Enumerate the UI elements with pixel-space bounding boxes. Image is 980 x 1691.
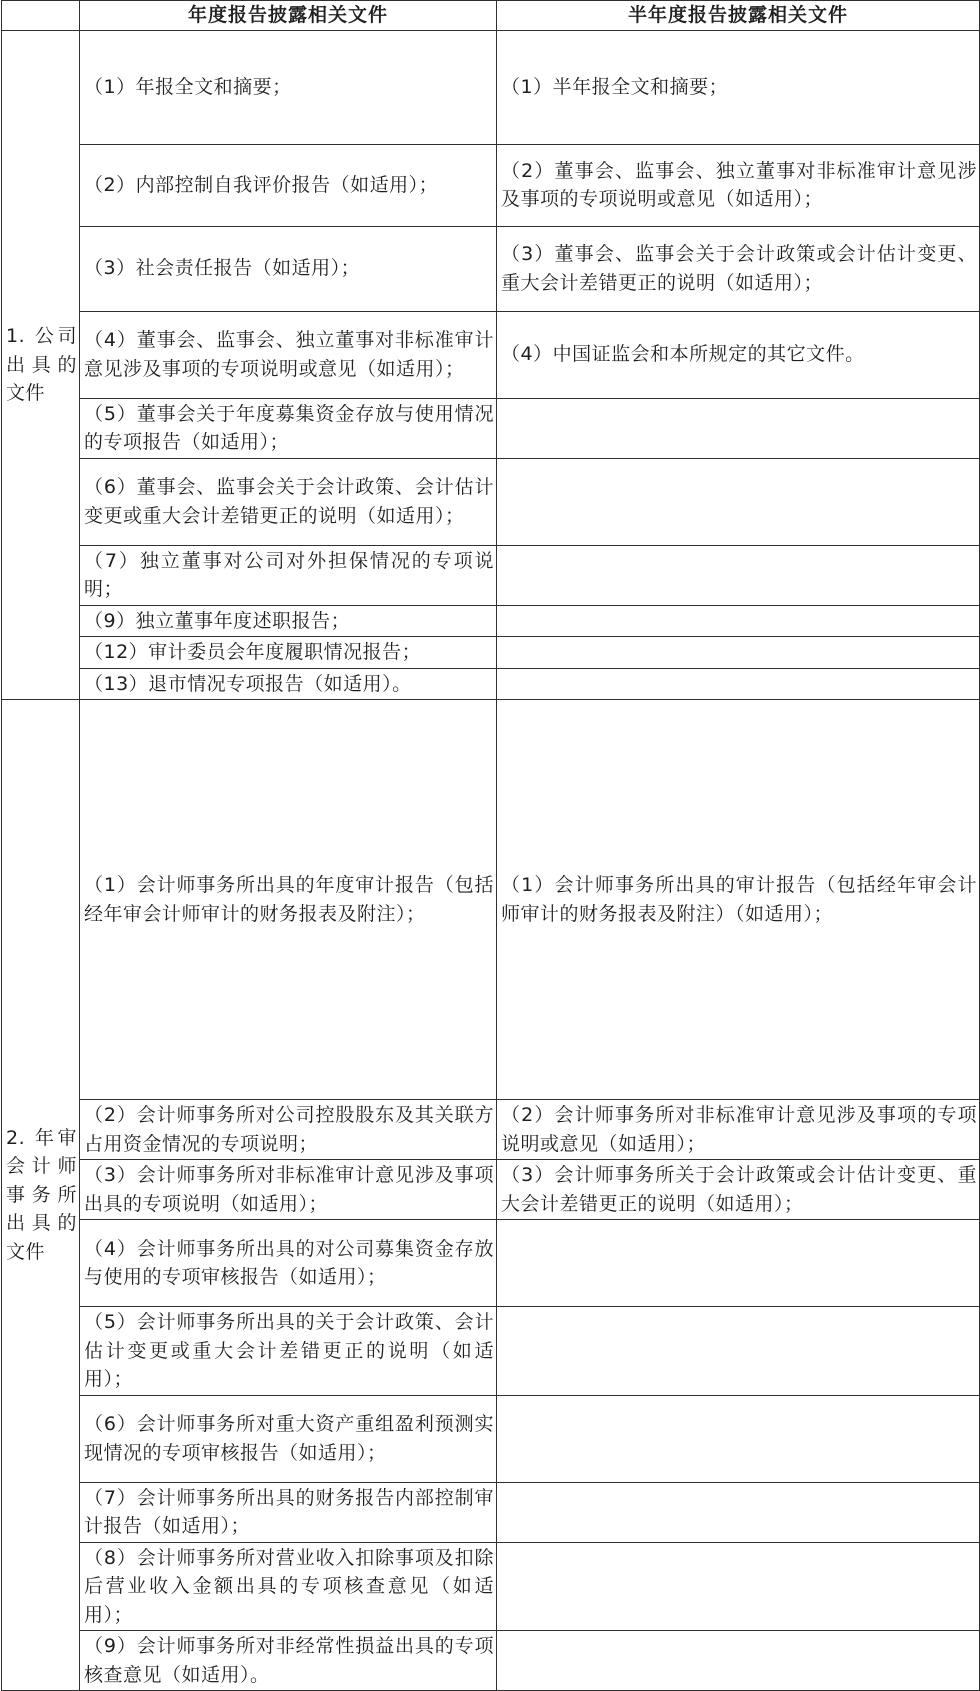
table-row: [2, 1482, 980, 1542]
annual-item: （3）会计师事务所对非标准审计意见涉及事项出具的专项说明（如适用）；: [80, 1160, 497, 1220]
annual-item: （3）社会责任报告（如适用）；: [80, 226, 497, 311]
table-row: [2, 700, 980, 1100]
category-auditor-documents: 2. 年审会计师事务所出具的文件: [2, 700, 80, 1691]
table-row: [2, 144, 980, 226]
annual-item: （4）会计师事务所出具的对公司募集资金存放与使用的专项审核报告（如适用）；: [80, 1220, 497, 1307]
empty-cell: [497, 1220, 980, 1307]
disclosure-documents-table: [1, 0, 980, 1691]
table-row: [2, 1631, 980, 1691]
annual-item: （13）退市情况专项报告（如适用）。: [80, 668, 497, 700]
annual-item: （2）内部控制自我评价报告（如适用）；: [80, 144, 497, 226]
annual-item: （1）会计师事务所出具的年度审计报告（包括经年审会计师审计的财务报表及附注）；: [80, 700, 497, 1100]
empty-cell: [497, 1482, 980, 1542]
empty-cell: [497, 1631, 980, 1691]
empty-cell: [497, 458, 980, 545]
empty-cell: [497, 637, 980, 669]
table-row: [2, 458, 980, 545]
table-row: [2, 668, 980, 700]
annual-item: （1）年报全文和摘要；: [80, 30, 497, 144]
annual-item: （12）审计委员会年度履职情况报告；: [80, 637, 497, 669]
category-company-documents: 1. 公司出具的文件: [2, 30, 80, 700]
annual-item: （8）会计师事务所对营业收入扣除事项及扣除后营业收入金额出具的专项核查意见（如适用）；: [80, 1542, 497, 1631]
annual-item: （9）会计师事务所对非经常性损益出具的专项核查意见（如适用）。: [80, 1631, 497, 1691]
table-row: [2, 1542, 980, 1631]
semiannual-item: （2）董事会、监事会、独立董事对非标准审计意见涉及事项的专项说明或意见（如适用）；: [497, 144, 980, 226]
empty-cell: [497, 545, 980, 605]
semiannual-item: （1）半年报全文和摘要；: [497, 30, 980, 144]
table-header-row: [2, 1, 980, 31]
annual-item: （7）独立董事对公司对外担保情况的专项说明；: [80, 545, 497, 605]
semiannual-item: （3）董事会、监事会关于会计政策或会计估计变更、重大会计差错更正的说明（如适用）；: [497, 226, 980, 311]
table-row: [2, 226, 980, 311]
table-row: [2, 30, 980, 144]
header-semiannual: 半年度报告披露相关文件: [497, 1, 980, 31]
header-annual: 年度报告披露相关文件: [80, 1, 497, 31]
table-row: [2, 605, 980, 637]
table-row: [2, 1307, 980, 1396]
annual-item: （5）会计师事务所出具的关于会计政策、会计估计变更或重大会计差错更正的说明（如适用）；: [80, 1307, 497, 1396]
table-row: [2, 1100, 980, 1160]
annual-item: （6）会计师事务所对重大资产重组盈利预测实现情况的专项审核报告（如适用）；: [80, 1395, 497, 1482]
empty-cell: [497, 605, 980, 637]
semiannual-item: （1）会计师事务所出具的审计报告（包括经年审会计师审计的财务报表及附注）（如适用）；: [497, 700, 980, 1100]
empty-cell: [497, 1395, 980, 1482]
table-row: [2, 398, 980, 458]
table-row: [2, 311, 980, 398]
empty-cell: [497, 668, 980, 700]
annual-item: （9）独立董事年度述职报告；: [80, 605, 497, 637]
empty-cell: [497, 1307, 980, 1396]
annual-item: （6）董事会、监事会关于会计政策、会计估计变更或重大会计差错更正的说明（如适用）；: [80, 458, 497, 545]
empty-cell: [497, 398, 980, 458]
table-row: [2, 1395, 980, 1482]
empty-cell: [497, 1542, 980, 1631]
table-row: [2, 1160, 980, 1220]
semiannual-item: （2）会计师事务所对非标准审计意见涉及事项的专项说明或意见（如适用）；: [497, 1100, 980, 1160]
annual-item: （7）会计师事务所出具的财务报告内部控制审计报告（如适用）；: [80, 1482, 497, 1542]
annual-item: （2）会计师事务所对公司控股股东及其关联方占用资金情况的专项说明；: [80, 1100, 497, 1160]
table-row: [2, 1220, 980, 1307]
semiannual-item: （4）中国证监会和本所规定的其它文件。: [497, 311, 980, 398]
annual-item: （5）董事会关于年度募集资金存放与使用情况的专项报告（如适用）；: [80, 398, 497, 458]
table-row: [2, 545, 980, 605]
annual-item: （4）董事会、监事会、独立董事对非标准审计意见涉及事项的专项说明或意见（如适用）；: [80, 311, 497, 398]
header-corner-cell: [2, 1, 80, 31]
semiannual-item: （3）会计师事务所关于会计政策或会计估计变更、重大会计差错更正的说明（如适用）；: [497, 1160, 980, 1220]
table-row: [2, 637, 980, 669]
